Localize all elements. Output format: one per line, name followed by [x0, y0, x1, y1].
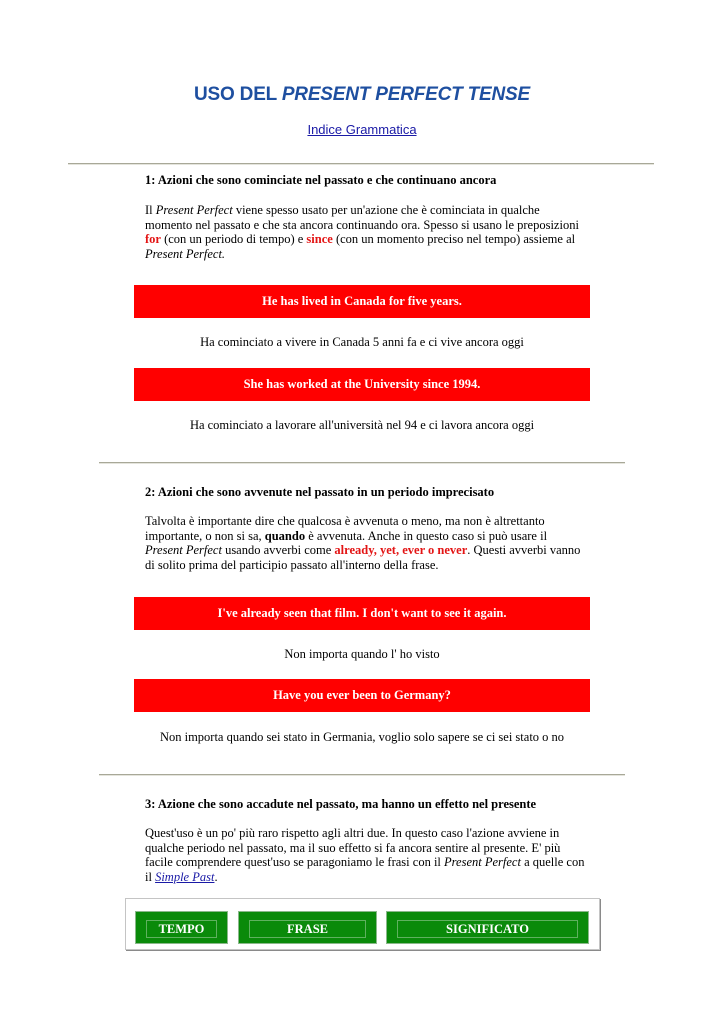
table-header-significato: [386, 911, 589, 944]
title-italic: PRESENT PERFECT TENSE: [281, 84, 530, 105]
index-grammatica-link[interactable]: Indice Grammatica: [307, 122, 417, 137]
text: Talvolta è importante dire che qualcosa è avvenuta o meno, ma non è altrettanto importante, o non si sa,: [145, 514, 545, 543]
bold-term: quando: [264, 528, 306, 543]
text: (con un momento preciso nel tempo) assieme al: [332, 232, 576, 246]
index-link-wrap: [0, 122, 724, 137]
section-3-heading: 3: Azione che sono accadute nel passato, ma hanno un effetto nel presente: [145, 797, 537, 811]
italic-term: Present Perfect.: [145, 246, 226, 261]
section-2-paragraph: [145, 514, 585, 572]
example-sentence-box: I've already seen that film. I don't want to see it again.: [134, 597, 590, 630]
divider: [68, 163, 654, 165]
example-translation: Non importa quando l' ho visto: [284, 647, 440, 661]
text: è avvenuta. Anche in questo caso si può usare il: [305, 528, 548, 543]
header-label: SIGNIFICATO: [397, 920, 578, 938]
text: . Questi avverbi vanno di solito prima del participio passato all'interno della frase.: [145, 543, 581, 572]
page-title: [0, 84, 724, 106]
keyword-adverbs: already, yet, ever o never: [334, 543, 468, 557]
example-translation: Ha cominciato a lavorare all'università nel 94 e ci lavora ancora oggi: [189, 418, 535, 432]
text: a quelle con il: [145, 855, 585, 884]
text: .: [214, 869, 218, 884]
italic-term: Present Perfect: [444, 855, 521, 869]
example-sentence-box: He has lived in Canada for five years.: [134, 285, 590, 318]
header-label: FRASE: [249, 920, 366, 938]
italic-term: Present Perfect: [155, 203, 233, 217]
example-translation: Non importa quando sei stato in Germania, voglio solo sapere se ci sei stato o no: [159, 730, 565, 744]
header-label: TEMPO: [146, 920, 217, 938]
table-header-tempo: [135, 911, 228, 944]
italic-term: Present Perfect: [145, 543, 222, 557]
example-sentence-box: Have you ever been to Germany?: [134, 679, 590, 712]
example-translation: Ha cominciato a vivere in Canada 5 anni fa e ci vive ancora oggi: [200, 335, 524, 349]
text: viene spesso usato per un'azione che è cominciata in qualche momento nel passato e che sta ancora continuando ora. Spesso si usano le preposizioni: [145, 203, 579, 232]
example-sentence-box: She has worked at the University since 1994.: [134, 368, 590, 401]
section-3-paragraph: [145, 826, 585, 884]
keyword-since: since: [306, 232, 333, 246]
text: (con un periodo di tempo) e: [160, 232, 307, 246]
text: Quest'uso è un po' più raro rispetto agli altri due. In questo caso l'azione avviene in qualche periodo nel passato, ma il suo effetto si fa ancora sentire al presente. E' più facile comprendere quest'uso se paragoniamo le frasi con il: [145, 826, 561, 869]
text: usando avverbi come: [221, 543, 335, 557]
divider: [99, 774, 625, 776]
title-prefix: USO DEL: [194, 84, 282, 105]
section-2-heading: 2: Azioni che sono avvenute nel passato in un periodo imprecisato: [145, 485, 495, 499]
section-1-paragraph: [145, 203, 585, 261]
simple-past-link[interactable]: Simple Past: [155, 869, 215, 884]
table-header-frase: [238, 911, 377, 944]
text: Il: [145, 203, 156, 217]
divider: [99, 462, 625, 464]
keyword-for: for: [145, 232, 161, 246]
section-1-heading: 1: Azioni che sono cominciate nel passato e che continuano ancora: [145, 173, 497, 187]
